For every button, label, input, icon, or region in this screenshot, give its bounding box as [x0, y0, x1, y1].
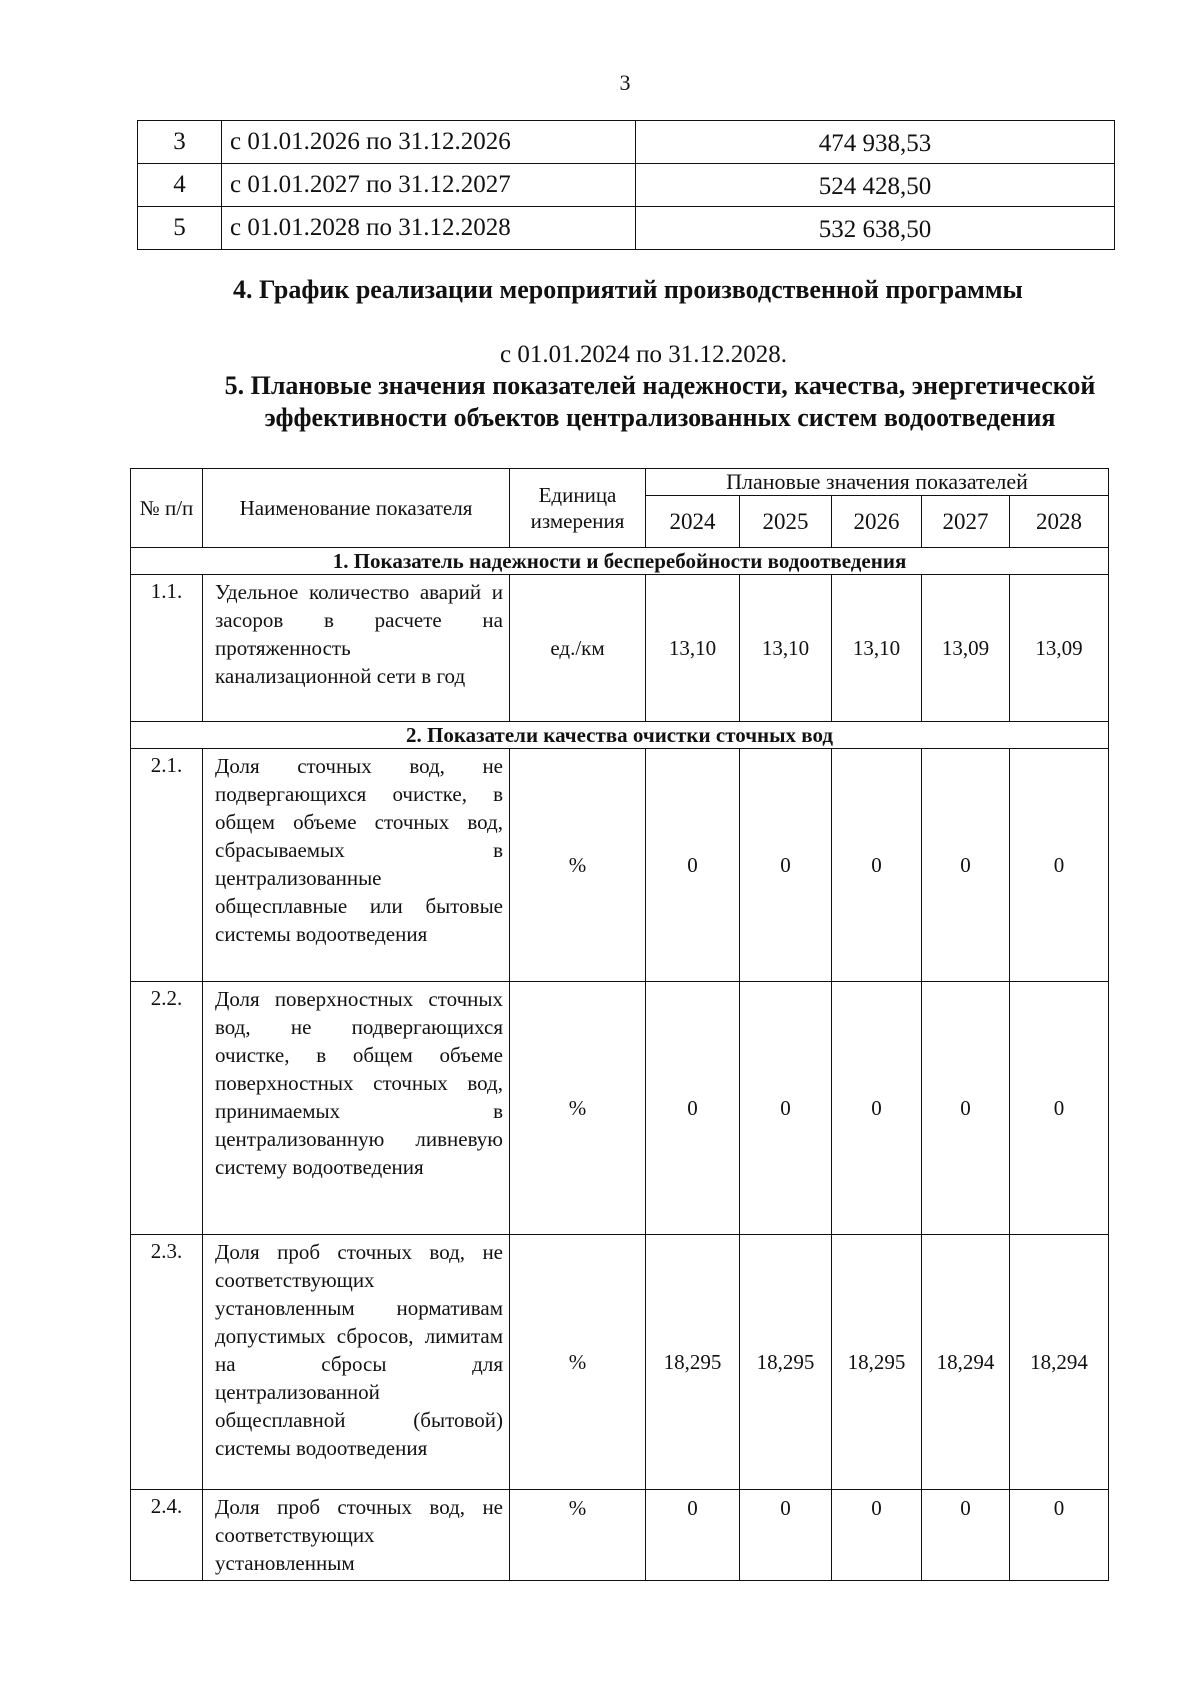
section-title: 2. Показатели качества очистки сточных вод [131, 722, 1109, 749]
table-row [131, 982, 1109, 1235]
table-row [138, 164, 1115, 207]
row-value: 0 [1010, 749, 1109, 982]
row-value: 0 [646, 749, 740, 982]
table-header-row [131, 469, 1109, 496]
row-number: 4 [138, 164, 222, 207]
row-value: 0 [922, 1490, 1010, 1581]
table-row [131, 1235, 1109, 1490]
header-year: 2027 [922, 496, 1010, 548]
row-unit: ед./км [510, 575, 646, 722]
row-value: 524 428,50 [636, 164, 1115, 207]
header-num: № п/п [131, 469, 203, 548]
row-name: Удельное количество аварий и засоров в расчете на протяженность канализационной сети в год [203, 575, 510, 722]
row-name: Доля сточных вод, не подвергающихся очистке, в общем объеме сточных вод, сбрасываемых в централизованные общесплавные или бытовые системы водоотведения [203, 749, 510, 982]
row-value: 18,294 [1010, 1235, 1109, 1490]
row-unit: % [510, 1490, 646, 1581]
row-value: 13,10 [740, 575, 832, 722]
row-value: 13,09 [1010, 575, 1109, 722]
payment-schedule-table [137, 120, 1115, 250]
row-name: Доля поверхностных сточных вод, не подвергающихся очистке, в общем объеме поверхностных сточных вод, принимаемых в централизованную ливневую систему водоотведения [203, 982, 510, 1235]
header-year: 2024 [646, 496, 740, 548]
row-period: с 01.01.2028 по 31.12.2028 [222, 207, 636, 250]
row-num: 2.3. [131, 1235, 203, 1490]
row-value: 0 [922, 749, 1010, 982]
row-value: 0 [1010, 1490, 1109, 1581]
row-name: Доля проб сточных вод, не соответствующих установленным нормативам допустимых сбросов, лимитам на сбросы для централизованной общесплавной (бытовой) системы водоотведения [203, 1235, 510, 1490]
header-year: 2028 [1010, 496, 1109, 548]
header-unit: Единица измерения [510, 469, 646, 548]
row-value: 0 [832, 982, 922, 1235]
row-value: 0 [740, 982, 832, 1235]
section-5-heading-line2: эффективности объектов централизованных систем водоотведения [264, 403, 1056, 432]
section-5-heading-line1: 5. Плановые значения показателей надежности, качества, энергетической [224, 371, 1096, 400]
row-value: 13,10 [832, 575, 922, 722]
row-period: с 01.01.2027 по 31.12.2027 [222, 164, 636, 207]
row-name: Доля проб сточных вод, не соответствующих установленным [203, 1490, 510, 1581]
row-value: 0 [646, 1490, 740, 1581]
table-row [138, 121, 1115, 164]
row-unit: % [510, 982, 646, 1235]
row-value: 0 [740, 749, 832, 982]
page-number: 3 [619, 70, 631, 95]
row-value: 18,295 [646, 1235, 740, 1490]
row-period: с 01.01.2026 по 31.12.2026 [222, 121, 636, 164]
row-value: 0 [740, 1490, 832, 1581]
section-5-heading [100, 370, 1200, 434]
row-value: 0 [1010, 982, 1109, 1235]
row-value: 13,09 [922, 575, 1010, 722]
row-value: 0 [832, 1490, 922, 1581]
indicators-table [130, 468, 1109, 1581]
row-value: 18,294 [922, 1235, 1010, 1490]
row-num: 2.2. [131, 982, 203, 1235]
section-row [131, 722, 1109, 749]
row-value: 18,295 [832, 1235, 922, 1490]
row-value: 0 [832, 749, 922, 982]
header-year: 2025 [740, 496, 832, 548]
row-value: 13,10 [646, 575, 740, 722]
row-num: 1.1. [131, 575, 203, 722]
row-number: 3 [138, 121, 222, 164]
table-row [138, 207, 1115, 250]
row-number: 5 [138, 207, 222, 250]
row-unit: % [510, 749, 646, 982]
row-value: 18,295 [740, 1235, 832, 1490]
section-4-period: с 01.01.2024 по 31.12.2028. [500, 341, 787, 368]
section-row [131, 548, 1109, 575]
row-unit: % [510, 1235, 646, 1490]
row-value: 474 938,53 [636, 121, 1115, 164]
section-title: 1. Показатель надежности и бесперебойности водоотведения [131, 548, 1109, 575]
row-num: 2.1. [131, 749, 203, 982]
header-planned: Плановые значения показателей [646, 469, 1109, 496]
table-row [131, 749, 1109, 982]
section-4-heading: 4. График реализации мероприятий производственной программы [233, 275, 1023, 304]
row-value: 0 [646, 982, 740, 1235]
row-num: 2.4. [131, 1490, 203, 1581]
header-name: Наименование показателя [203, 469, 510, 548]
row-value: 532 638,50 [636, 207, 1115, 250]
row-value: 0 [922, 982, 1010, 1235]
header-year: 2026 [832, 496, 922, 548]
table-row [131, 1490, 1109, 1581]
table-row [131, 575, 1109, 722]
